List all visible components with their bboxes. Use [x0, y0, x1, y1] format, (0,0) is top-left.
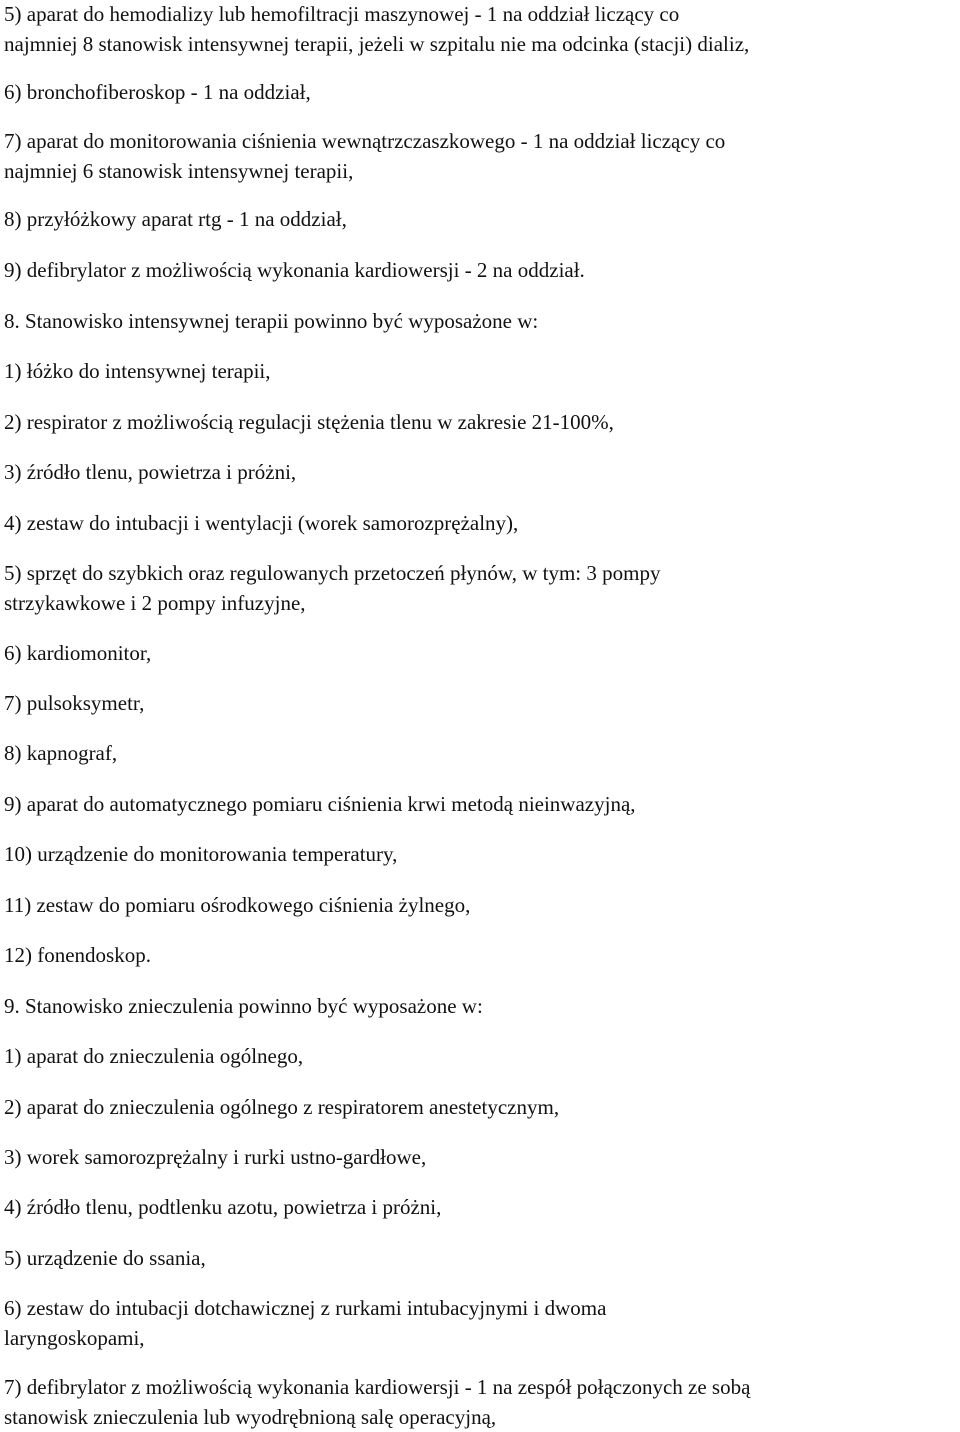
paragraph-item-3-bag-airways [4, 1143, 426, 1173]
text-line: 8) przyłóżkowy aparat rtg - 1 na oddział, [4, 207, 347, 231]
paragraph-item-7-icp-monitor [4, 127, 725, 186]
text-line: 12) fonendoskop. [4, 943, 151, 967]
text-line: 7) aparat do monitorowania ciśnienia wewnątrzczaszkowego - 1 na oddział liczący co [4, 129, 726, 153]
text-line: 3) źródło tlenu, powietrza i próżni, [4, 460, 297, 484]
paragraph-item-12-stethoscope [4, 941, 151, 971]
text-line: 1) łóżko do intensywnej terapii, [4, 359, 271, 383]
paragraph-item-6-cardiomonitor [4, 639, 151, 669]
text-line: 6) bronchofiberoskop - 1 na oddział, [4, 80, 311, 104]
paragraph-item-2-anesthesia-respirator [4, 1093, 559, 1123]
text-line: laryngoskopami, [4, 1325, 145, 1350]
paragraph-item-3-oxygen-source [4, 458, 296, 488]
paragraph-item-6-bronchofiberoscope [4, 78, 311, 108]
text-line: 5) sprzęt do szybkich oraz regulowanych przetoczeń płynów, w tym: 3 pompy [4, 561, 661, 585]
text-line: 6) zestaw do intubacji dotchawicznej z rurkami intubacyjnymi i dwoma [4, 1296, 607, 1320]
text-line: 3) worek samorozprężalny i rurki ustno-gardłowe, [4, 1145, 427, 1169]
text-line: strzykawkowe i 2 pompy infuzyjne, [4, 590, 306, 615]
paragraph-item-5-hemodialysis [4, 0, 749, 59]
text-line: 9) defibrylator z możliwością wykonania kardiowersji - 2 na oddział. [4, 258, 585, 282]
text-line: 5) aparat do hemodializy lub hemofiltracji maszynowej - 1 na oddział liczący co [4, 2, 680, 26]
section-heading-9 [4, 992, 483, 1022]
paragraph-item-7-pulse-oximeter [4, 689, 144, 719]
text-line: 2) respirator z możliwością regulacji stężenia tlenu w zakresie 21-100%, [4, 410, 614, 434]
paragraph-item-1-bed [4, 357, 271, 387]
text-line: 7) defibrylator z możliwością wykonania kardiowersji - 1 na zespół połączonych ze sobą [4, 1375, 751, 1399]
text-line: najmniej 8 stanowisk intensywnej terapii, jeżeli w szpitalu nie ma odcinka (stacji) dializ, [4, 31, 750, 56]
text-line: najmniej 6 stanowisk intensywnej terapii, [4, 158, 354, 183]
text-line: 1) aparat do znieczulenia ogólnego, [4, 1044, 304, 1068]
text-line: 11) zestaw do pomiaru ośrodkowego ciśnienia żylnego, [4, 893, 471, 917]
text-line: 9) aparat do automatycznego pomiaru ciśnienia krwi metodą nieinwazyjną, [4, 792, 636, 816]
text-line: 10) urządzenie do monitorowania temperatury, [4, 842, 398, 866]
text-line: 4) źródło tlenu, podtlenku azotu, powietrza i próżni, [4, 1195, 442, 1219]
paragraph-item-5-suction [4, 1244, 206, 1274]
paragraph-item-7-defibrillator-or [4, 1373, 750, 1432]
paragraph-item-9-blood-pressure [4, 790, 636, 820]
paragraph-item-8-bedside-xray [4, 205, 347, 235]
paragraph-item-4-intubation-kit [4, 509, 518, 539]
section-heading-8 [4, 307, 538, 337]
paragraph-item-1-anesthesia-machine [4, 1042, 303, 1072]
paragraph-item-5-infusion-equipment [4, 559, 660, 618]
text-line: 5) urządzenie do ssania, [4, 1246, 206, 1270]
text-line: 6) kardiomonitor, [4, 641, 152, 665]
text-line: 7) pulsoksymetr, [4, 691, 145, 715]
paragraph-item-9-defibrillator [4, 256, 585, 286]
text-line: 8. Stanowisko intensywnej terapii powinno być wyposażone w: [4, 309, 539, 333]
text-line: 2) aparat do znieczulenia ogólnego z respiratorem anestetycznym, [4, 1095, 560, 1119]
text-line: 8) kapnograf, [4, 741, 118, 765]
paragraph-item-2-respirator [4, 408, 614, 438]
text-line: 9. Stanowisko znieczulenia powinno być wyposażone w: [4, 994, 483, 1018]
paragraph-item-4-gas-sources [4, 1193, 441, 1223]
paragraph-item-10-temperature [4, 840, 397, 870]
paragraph-item-8-capnograph [4, 739, 117, 769]
text-line: 4) zestaw do intubacji i wentylacji (worek samorozprężalny), [4, 511, 519, 535]
paragraph-item-11-cvp-kit [4, 891, 470, 921]
paragraph-item-6-intubation-laryngoscopes [4, 1294, 606, 1353]
text-line: stanowisk znieczulenia lub wyodrębnioną salę operacyjną, [4, 1404, 497, 1429]
